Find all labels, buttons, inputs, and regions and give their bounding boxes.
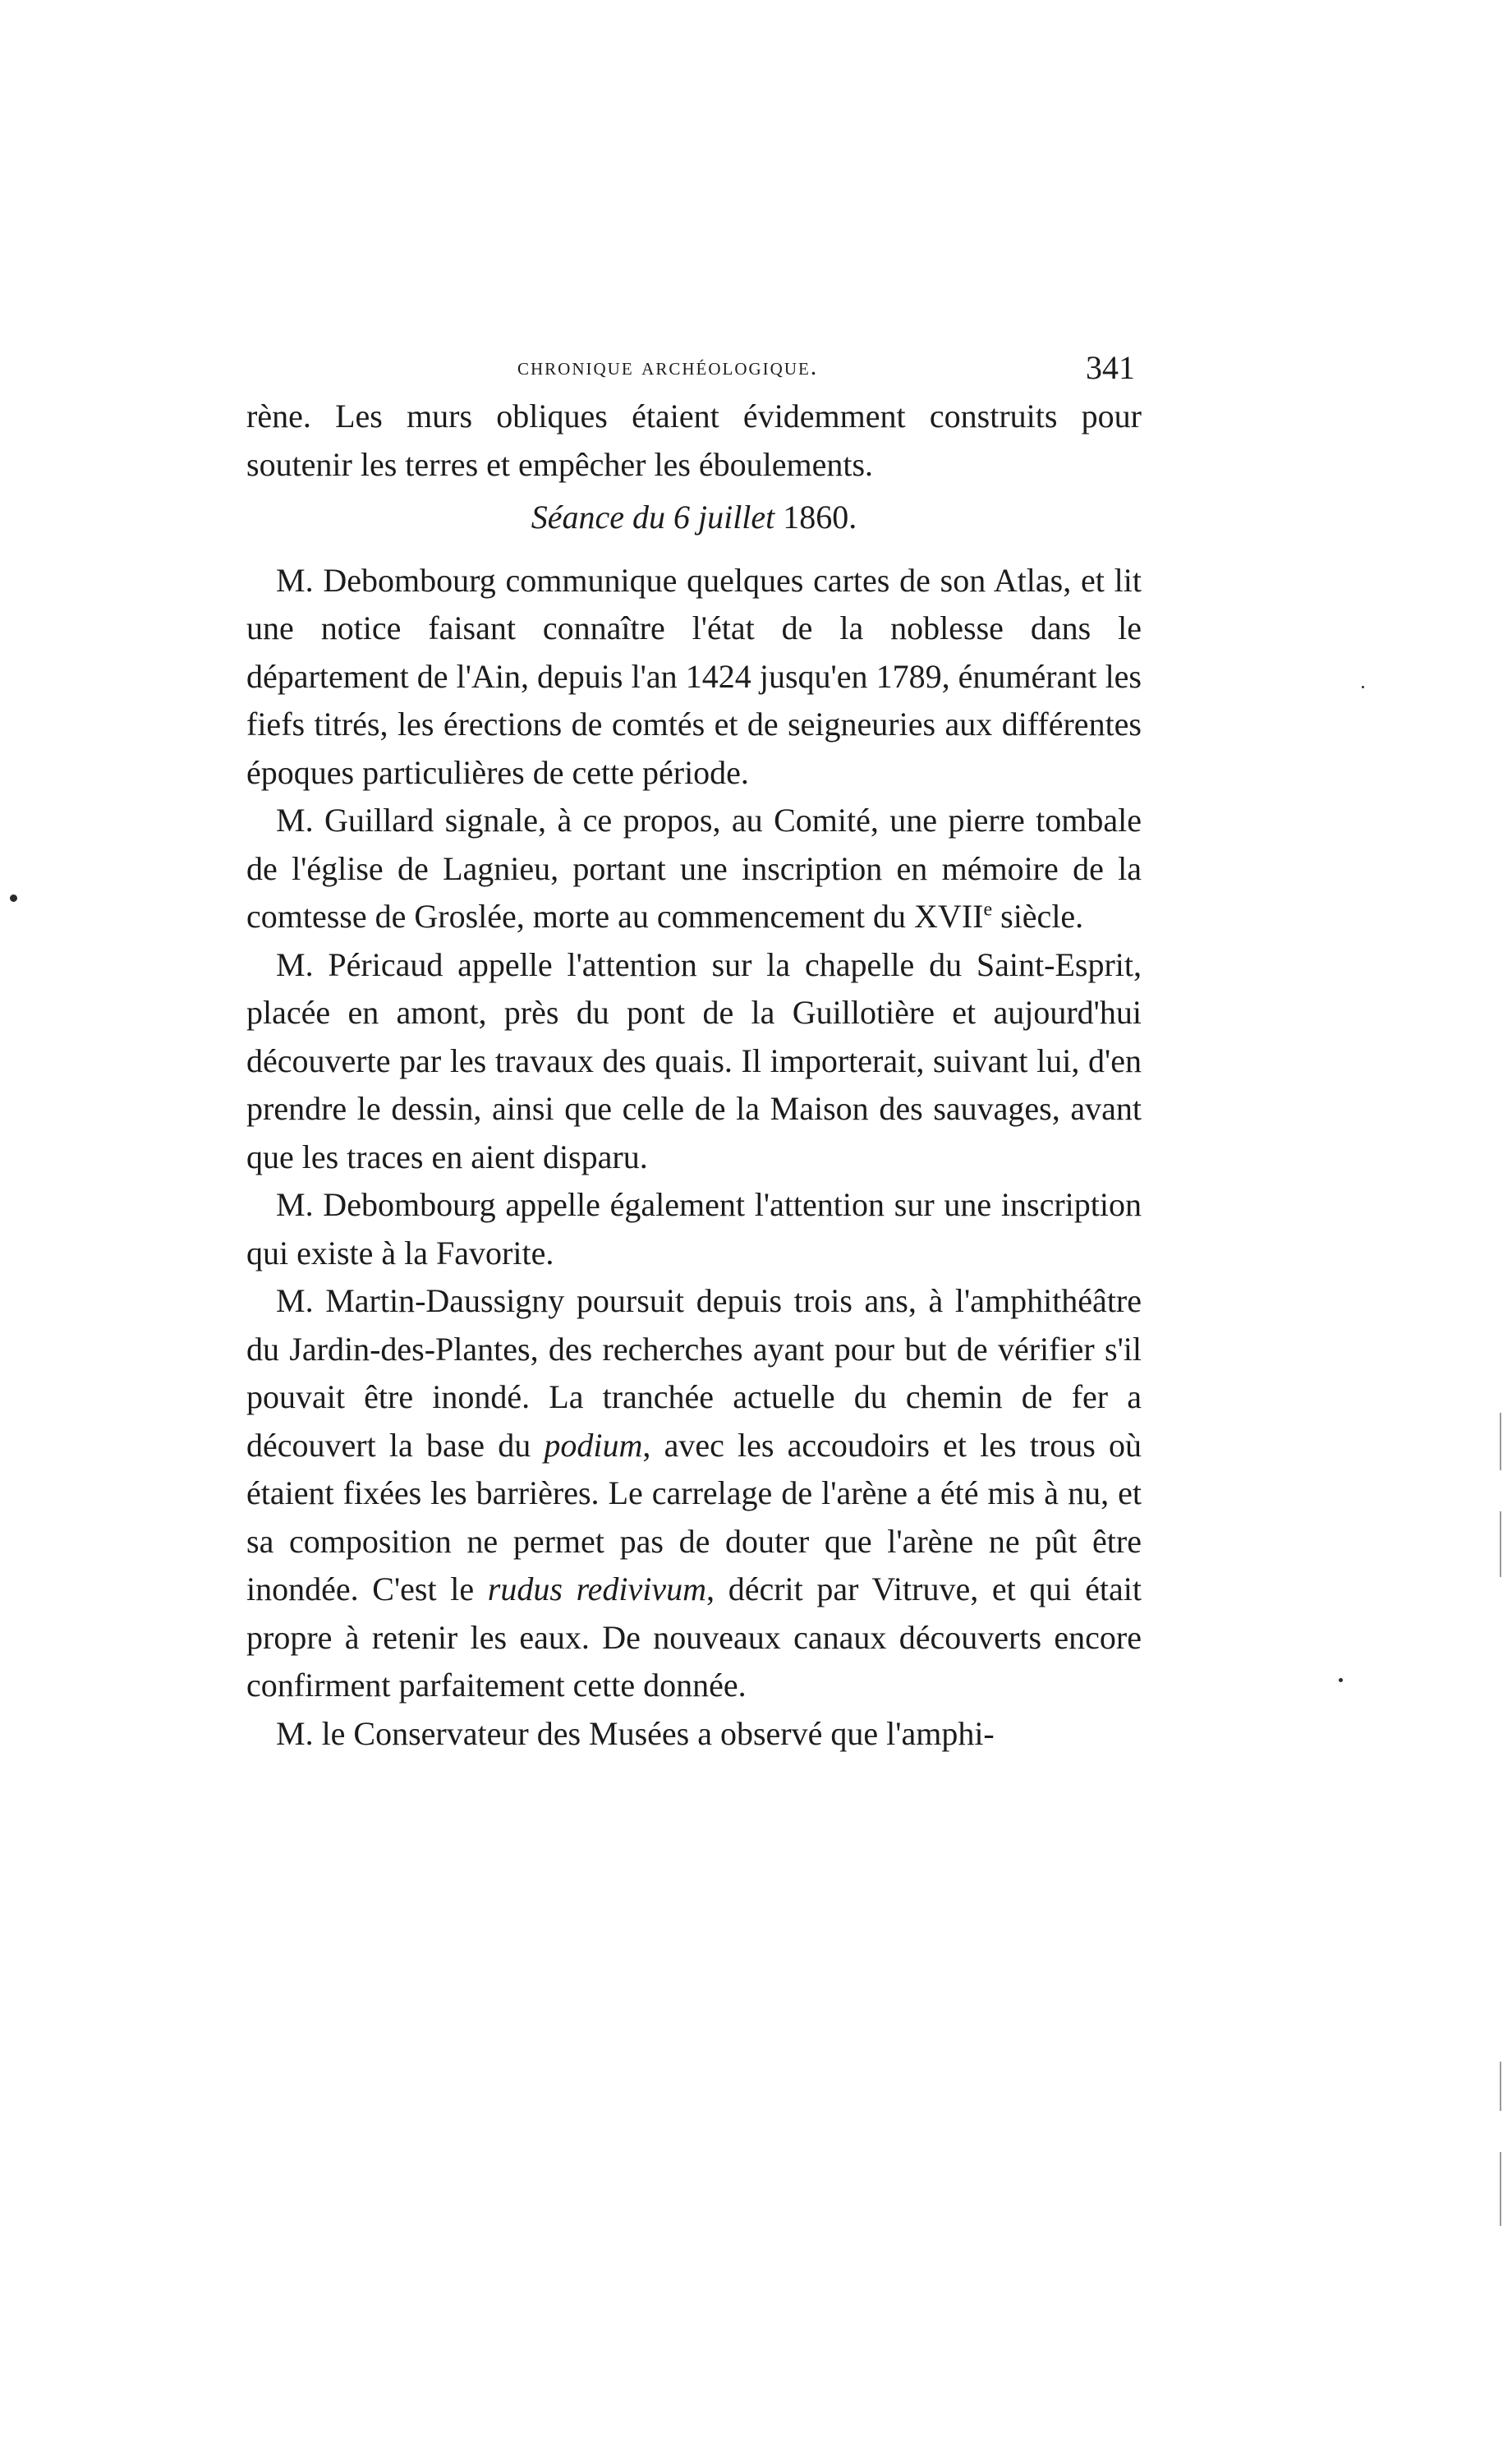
guillard-text-end: siècle. (992, 898, 1084, 935)
paragraph-debombourg-atlas: M. Debombourg communique quelques cartes de son Atlas, et lit une notice faisant connaître l'état de la noblesse dans le département de l'Ain, depuis l'an 1424 jusqu'en 1789, énumérant les fiefs titrés, les érections de comtés et de seigneuries aux différentes époques particulières de cette période. (246, 561, 1142, 791)
running-title: chronique archéologique. (517, 353, 819, 380)
page-number: 341 (1086, 349, 1135, 386)
martin-text-1: M. Martin-Daussigny poursuit depuis trois ans, à l'amphithéâtre du Jardin-des-Plantes, des recherches ayant pour but de vérifier s'il pouvait être inondé. La tranchée actuelle du chemin de fer a découvert la base du (246, 1282, 1142, 1464)
scan-speck (1362, 686, 1364, 688)
paragraph-continuation: rène. Les murs obliques étaient évidemment construits pour soutenir les terres et empêcher les éboulements. (246, 398, 1142, 483)
century-superscript: e (983, 899, 993, 921)
session-year: 1860. (783, 499, 857, 536)
session-label: Séance du 6 juillet (531, 499, 775, 536)
paragraph-conservateur: M. le Conservateur des Musées a observé que l'amphi- (276, 1714, 995, 1752)
running-head (246, 348, 1142, 398)
scan-edge-mark (1500, 1511, 1501, 1577)
scan-edge-mark (1500, 2062, 1501, 2111)
session-heading (246, 494, 1142, 542)
paragraph-martin-daussigny (246, 1277, 1142, 1710)
body-text (246, 393, 1142, 1758)
martin-text-2: , avec les accoudoirs et les trous où étaient fixées les barrières. Le carrelage de l'arène a été mis à nu, et sa composition ne permet pas de douter que l'arène ne pût être inondée. C'est le (246, 1426, 1142, 1607)
paragraph-debombourg-inscription: M. Debombourg appelle également l'attention sur une inscription qui existe à la Favorite. (246, 1186, 1142, 1271)
paragraph-pericaud: M. Péricaud appelle l'attention sur la chapelle du Saint-Esprit, placée en amont, près du pont de la Guillotière et aujourd'hui découverte par les travaux des quais. Il importerait, suivant lui, d'en prendre le dessin, ainsi que celle de la Maison des sauvages, avant que les traces en aient disparu. (246, 945, 1142, 1175)
podium-term: podium (544, 1426, 643, 1464)
paragraph-guillard (246, 797, 1142, 941)
scan-speck (1339, 1678, 1343, 1682)
scan-edge-mark (1500, 2152, 1501, 2226)
scan-speck (10, 894, 17, 902)
martin-text-3: , décrit par Vitruve, et qui était propre à retenir les eaux. De nouveaux canaux découverts encore confirment parfaitement cette donnée. (246, 1570, 1142, 1704)
scan-edge-mark (1500, 1413, 1501, 1470)
rudus-term: rudus redivivum (487, 1570, 707, 1607)
guillard-text: M. Guillard signale, à ce propos, au Comité, une pierre tombale de l'église de Lagnieu, portant une inscription en mémoire de la comtesse de Groslée, morte au commencement du XVII (246, 802, 1142, 935)
